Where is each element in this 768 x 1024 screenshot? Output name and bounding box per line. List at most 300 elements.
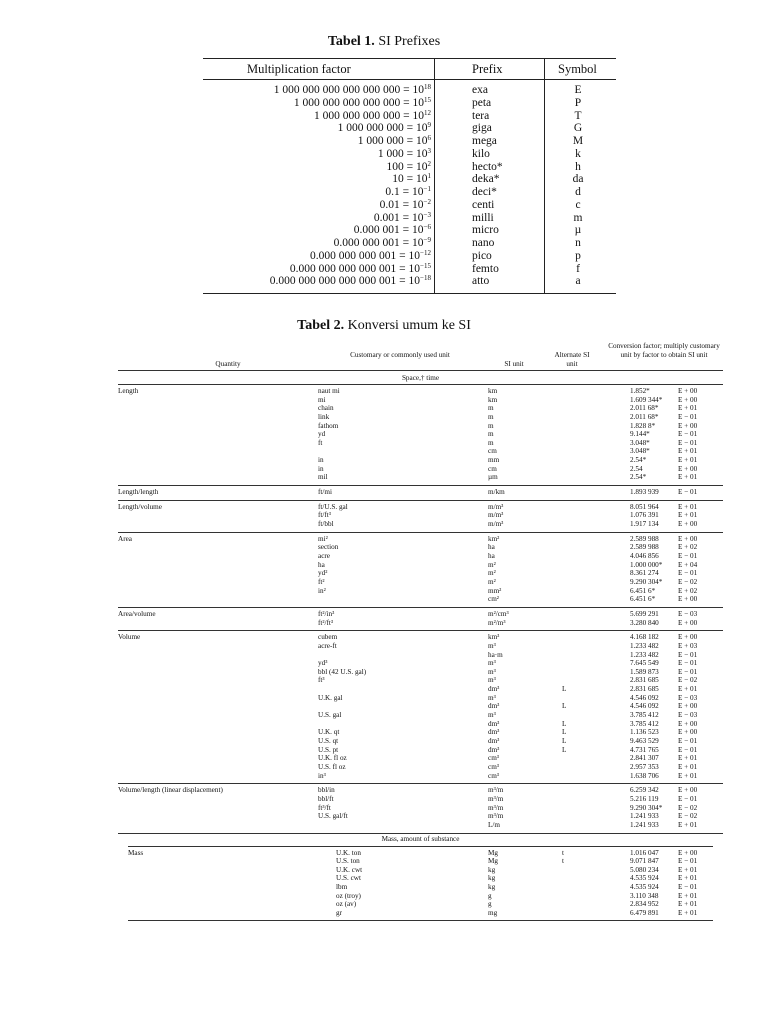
customary-unit: in [318, 464, 324, 473]
factor-base: 1 000 000 = 10 [357, 135, 428, 147]
table2-header-factor: Conversion factor; multiply customary unit by factor to obtain SI unit [608, 342, 720, 359]
table2-band-mass: Mass, amount of substance [381, 834, 460, 843]
conversion-factor: 1.828 8* [630, 421, 656, 430]
prefix-symbol: f [576, 262, 580, 275]
quantity-group [118, 535, 723, 604]
factor-base: 1 000 000 000 000 = 10 [314, 109, 424, 122]
factor-exponent: 9 [427, 121, 431, 130]
factor-exponent: −2 [423, 197, 431, 206]
conversion-row [118, 587, 723, 596]
table2-header-si: SI unit [504, 360, 524, 368]
conversion-exponent: E − 03 [678, 609, 698, 618]
customary-unit: cubem [318, 633, 338, 642]
conversion-exponent: E + 01 [678, 891, 698, 900]
conversion-factor: 1.233 482 [630, 641, 659, 650]
quantity-name: Area [118, 534, 132, 543]
si-unit: m/km [488, 488, 505, 497]
customary-unit: fathom [318, 421, 339, 430]
factor-base: 0.000 000 000 000 000 001 = 10 [269, 275, 421, 288]
conversion-row [118, 456, 723, 465]
conversion-exponent: E + 00 [678, 848, 698, 857]
prefix-row [203, 97, 616, 110]
customary-unit: ft/mi [318, 488, 332, 497]
si-unit: Mg [488, 848, 498, 857]
conversion-exponent: E − 02 [678, 812, 698, 821]
conversion-factor: 1.241 933 [630, 812, 659, 821]
conversion-exponent: E − 01 [678, 794, 698, 803]
prefix-name: centi [472, 198, 495, 211]
customary-unit: U.K. fl oz [318, 754, 347, 763]
conversion-exponent: E + 01 [678, 820, 698, 829]
alternate-si-unit: L [562, 685, 567, 694]
table1-header-symbol: Symbol [558, 62, 597, 76]
conversion-exponent: E + 01 [678, 502, 698, 511]
conversion-factor: 1.241 933 [630, 820, 659, 829]
prefix-name: giga [472, 122, 492, 135]
si-unit: L/m [488, 820, 500, 829]
si-unit: mg [488, 909, 498, 918]
customary-unit: U.S. pt [318, 745, 339, 754]
conversion-exponent: E + 01 [678, 762, 698, 771]
table2-header-customary: Customary or commonly used unit [350, 351, 450, 359]
conversion-factor: 6.479 891 [630, 909, 659, 918]
quantity-name: Length/length [118, 488, 159, 497]
prefix-name: deka* [472, 173, 500, 186]
table2-title-number: Tabel 2. [297, 318, 345, 333]
quantity-group [118, 610, 723, 627]
customary-unit: yd [318, 430, 326, 439]
customary-unit: U.S. cwt [336, 874, 361, 883]
conversion-exponent: E + 02 [678, 543, 698, 552]
prefix-row [203, 161, 616, 174]
si-unit: cm [488, 447, 497, 456]
conversion-factor: 4.546 092 [630, 693, 659, 702]
si-unit: km³ [488, 633, 500, 642]
table2-header-alternate: Alternate SI unit [554, 351, 590, 368]
mass-band-rule [128, 846, 713, 847]
customary-unit: ft² [318, 577, 325, 586]
conversion-factor: 5.080 234 [630, 865, 659, 874]
factor-base: 10 = 10 [392, 173, 428, 186]
conversion-exponent: E + 01 [678, 685, 698, 694]
prefix-symbol: m [573, 211, 583, 224]
conversion-exponent: E + 00 [678, 595, 698, 604]
conversion-row [118, 849, 723, 858]
conversion-row [118, 511, 723, 520]
customary-unit: oz (av) [336, 900, 357, 909]
quantity-name: Area/volume [118, 609, 156, 618]
conversion-row [118, 651, 723, 660]
conversion-row [118, 804, 723, 813]
table1-bottom-rule [203, 293, 616, 294]
customary-unit: gr [336, 909, 342, 918]
table2-band-space-time: Space,† time [401, 374, 440, 382]
conversion-factor: 3.110 348 [630, 891, 659, 900]
conversion-row [118, 503, 723, 512]
prefix-symbol: c [575, 198, 581, 211]
conversion-row [118, 668, 723, 677]
conversion-exponent: E + 00 [678, 618, 698, 627]
conversion-row [118, 552, 723, 561]
factor-exponent: 18 [424, 83, 431, 91]
conversion-factor: 2.54 [630, 464, 643, 473]
conversion-row [118, 642, 723, 651]
si-unit: cm³ [488, 762, 499, 771]
prefix-name: micro [472, 224, 499, 237]
conversion-row [118, 543, 723, 552]
table2-title-text: Konversi umum ke SI [347, 318, 471, 333]
customary-unit: mi² [318, 534, 328, 543]
conversion-exponent: E − 01 [678, 488, 698, 497]
prefix-row [203, 275, 616, 288]
conversion-factor: 3.785 412 [630, 711, 659, 720]
conversion-row [118, 569, 723, 578]
si-unit: m [488, 421, 494, 430]
conversion-row [118, 821, 723, 830]
si-unit: dm³ [488, 685, 500, 694]
quantity-group [118, 786, 723, 829]
prefix-row [203, 173, 616, 186]
si-unit: m³/m [488, 794, 504, 803]
group-separator-rule [118, 607, 723, 608]
conversion-exponent: E + 00 [678, 421, 698, 430]
customary-unit: yd³ [318, 659, 328, 668]
conversion-factor: 3.280 840 [630, 618, 659, 627]
conversion-row [118, 520, 723, 529]
multiplication-factor [378, 148, 431, 161]
conversion-exponent: E − 01 [678, 552, 698, 561]
prefix-row [203, 224, 616, 237]
quantity-group [118, 503, 723, 529]
si-unit: m² [488, 560, 496, 569]
table2-header-rule [118, 370, 723, 371]
conversion-factor: 2.831 685 [630, 676, 659, 685]
factor-base: 0.1 = 10 [385, 186, 424, 198]
prefix-symbol: d [575, 186, 581, 198]
si-unit: m³ [488, 659, 496, 668]
customary-unit: chain [318, 404, 334, 413]
customary-unit: in [318, 456, 324, 465]
prefix-name: exa [472, 84, 488, 96]
factor-exponent: −6 [423, 223, 431, 232]
si-unit: cm [488, 464, 497, 473]
si-unit: ha·m [488, 650, 503, 659]
si-unit: dm³ [488, 745, 500, 754]
conversion-exponent: E + 00 [678, 786, 698, 795]
customary-unit: ft/ft³ [318, 511, 331, 520]
si-unit: m³ [488, 693, 496, 702]
factor-exponent: 15 [424, 95, 431, 104]
factor-base: 0.000 000 000 000 001 = 10 [289, 262, 421, 275]
table1-title [0, 34, 768, 50]
conversion-row [118, 387, 723, 396]
conversion-factor: 1.016 047 [630, 848, 659, 857]
si-unit: kg [488, 874, 496, 883]
conversion-exponent: E + 02 [678, 586, 698, 595]
conversion-exponent: E + 01 [678, 865, 698, 874]
conversion-factor: 1.589 873 [630, 667, 659, 676]
conversion-factor: 1.893 939 [630, 488, 659, 497]
conversion-factor: 4.546 092 [630, 702, 659, 711]
group-separator-rule [118, 532, 723, 533]
conversion-exponent: E + 00 [678, 395, 698, 404]
factor-exponent: −15 [420, 261, 431, 270]
conversion-row [118, 812, 723, 821]
conversion-factor: 6.259 342 [630, 786, 659, 795]
conversion-row [118, 786, 723, 795]
conversion-exponent: E + 01 [678, 473, 698, 482]
si-unit: m³ [488, 676, 496, 685]
customary-unit: bbl/in [318, 786, 335, 795]
si-unit: ha [488, 552, 495, 561]
conversion-factor: 2.841 307 [630, 754, 659, 763]
prefix-name: peta [472, 96, 492, 109]
conversion-row [118, 772, 723, 781]
factor-base: 1 000 000 000 = 10 [337, 122, 428, 135]
table1-header-prefix: Prefix [472, 62, 503, 76]
conversion-row [118, 728, 723, 737]
multiplication-factor [274, 84, 431, 97]
conversion-row [118, 892, 723, 901]
factor-base: 0.000 000 001 = 10 [333, 237, 424, 249]
factor-base: 0.01 = 10 [379, 198, 424, 211]
conversion-exponent: E + 00 [678, 464, 698, 473]
customary-unit: ft [318, 438, 323, 447]
si-unit: cm² [488, 595, 499, 604]
si-unit: dm³ [488, 728, 500, 737]
prefix-symbol: h [575, 160, 581, 173]
conversion-exponent: E − 02 [678, 577, 698, 586]
prefix-row [203, 263, 616, 276]
conversion-row [118, 595, 723, 604]
conversion-factor: 4.535 924 [630, 874, 659, 883]
si-unit: ha [488, 543, 495, 552]
multiplication-factor [314, 110, 431, 123]
prefix-row [203, 135, 616, 148]
prefix-row [203, 250, 616, 263]
table1-rows [203, 84, 616, 288]
group-separator-rule [118, 783, 723, 784]
si-unit: m/m³ [488, 511, 504, 520]
multiplication-factor [294, 97, 431, 110]
customary-unit: U.K. gal [318, 693, 343, 702]
si-unit: kg [488, 883, 496, 892]
multiplication-factor [358, 135, 431, 148]
multiplication-factor [270, 275, 431, 288]
si-unit: kg [488, 865, 496, 874]
customary-unit: ft/bbl [318, 520, 334, 529]
conversion-factor: 3.048* [630, 438, 650, 447]
table2-header-quantity: Quantity [215, 360, 241, 368]
factor-base: 1 000 000 000 000 000 = 10 [293, 96, 424, 109]
conversion-exponent: E − 02 [678, 676, 698, 685]
prefix-row [203, 148, 616, 161]
conversion-exponent: E + 03 [678, 641, 698, 650]
conversion-exponent: E + 00 [678, 719, 698, 728]
customary-unit: oz (troy) [336, 891, 361, 900]
multiplication-factor [387, 161, 432, 174]
customary-unit: acre-ft [318, 641, 337, 650]
customary-unit: U.S. ton [336, 857, 360, 866]
conversion-factor: 3.785 412 [630, 719, 659, 728]
prefix-row [203, 212, 616, 225]
conversion-exponent: E + 01 [678, 754, 698, 763]
conversion-row [118, 396, 723, 405]
conversion-factor: 9.290 304* [630, 577, 663, 586]
prefix-name: mega [472, 135, 497, 147]
conversion-row [118, 619, 723, 628]
prefix-name: deci* [472, 186, 497, 198]
table2-title [0, 318, 768, 334]
conversion-exponent: E − 01 [678, 412, 698, 421]
conversion-exponent: E − 03 [678, 711, 698, 720]
si-unit: m [488, 412, 494, 421]
si-unit: g [488, 900, 492, 909]
prefix-row [203, 110, 616, 123]
si-unit: mm [488, 456, 500, 465]
si-unit: dm³ [488, 719, 500, 728]
conversion-row [118, 535, 723, 544]
conversion-row [118, 676, 723, 685]
multiplication-factor [354, 224, 431, 237]
conversion-factor: 7.645 549 [630, 659, 659, 668]
alternate-si-unit: L [562, 728, 567, 737]
si-unit: m²/m³ [488, 618, 506, 627]
si-unit: m³ [488, 641, 496, 650]
si-prefix-table [203, 58, 616, 294]
factor-base: 0.001 = 10 [373, 211, 424, 224]
si-unit: dm³ [488, 702, 500, 711]
conversion-exponent: E + 01 [678, 511, 698, 520]
si-unit: m/m³ [488, 520, 504, 529]
factor-base: 0.000 001 = 10 [353, 224, 424, 237]
conversion-factor: 2.589 988 [630, 543, 659, 552]
customary-unit: ha [318, 560, 325, 569]
conversion-row [118, 422, 723, 431]
conversion-factor: 1.233 482 [630, 650, 659, 659]
conversion-factor: 1.000 000* [630, 560, 663, 569]
conversion-factor: 5.699 291 [630, 609, 659, 618]
conversion-factor: 6.451 6* [630, 586, 656, 595]
prefix-symbol: k [575, 147, 581, 160]
table2-band-rule [118, 384, 723, 385]
conversion-exponent: E + 01 [678, 874, 698, 883]
customary-unit: ft³ [318, 676, 325, 685]
factor-exponent: 1 [427, 172, 431, 181]
conversion-exponent: E − 03 [678, 693, 698, 702]
prefix-name: nano [472, 237, 495, 249]
conversion-factor: 2.54* [630, 456, 647, 465]
prefix-symbol: T [574, 109, 582, 122]
conversion-exponent: E + 00 [678, 534, 698, 543]
conversion-exponent: E − 01 [678, 883, 698, 892]
si-unit: g [488, 891, 492, 900]
alternate-si-unit: L [562, 736, 567, 745]
si-unit: m³ [488, 667, 496, 676]
si-unit: m² [488, 569, 496, 578]
quantity-name: Length [118, 387, 139, 395]
table1-title-text: SI Prefixes [378, 34, 441, 49]
prefix-name: femto [472, 262, 499, 275]
conversion-factor: 1.136 523 [630, 728, 659, 737]
conversion-exponent: E − 01 [678, 430, 698, 439]
group-separator-rule [118, 833, 723, 834]
prefix-row [203, 237, 616, 250]
customary-unit: mi [318, 395, 326, 404]
prefix-symbol: E [574, 84, 582, 96]
alternate-si-unit: t [562, 857, 564, 866]
conversion-factor: 8.051 964 [630, 502, 659, 511]
si-unit: m²/cm³ [488, 609, 509, 618]
conversion-row [118, 578, 723, 587]
factor-base: 1 000 = 10 [377, 147, 428, 160]
conversion-factor: 9.071 847 [630, 857, 659, 866]
conversion-factor: 9.290 304* [630, 803, 663, 812]
conversion-row [118, 909, 723, 918]
conversion-factor: 4.731 765 [630, 745, 659, 754]
conversion-exponent: E + 00 [678, 633, 698, 642]
si-unit: m³/m [488, 812, 504, 821]
customary-unit: ft³/ft [318, 803, 331, 812]
conversion-factor: 2.011 68* [630, 404, 659, 413]
si-unit: m² [488, 577, 496, 586]
conversion-exponent: E − 01 [678, 745, 698, 754]
conversion-row [118, 685, 723, 694]
conversion-factor: 2.834 952 [630, 900, 659, 909]
table1-title-number: Tabel 1. [327, 34, 375, 49]
conversion-row [118, 694, 723, 703]
alternate-si-unit: L [562, 702, 567, 711]
table1-header-factor: Multiplication factor [247, 62, 351, 76]
factor-exponent: −9 [423, 236, 431, 244]
conversion-factor: 2.54* [630, 473, 647, 482]
factor-base: 100 = 10 [386, 160, 428, 173]
group-separator-rule [118, 485, 723, 486]
group-separator-rule [118, 500, 723, 501]
conversion-exponent: E − 01 [678, 650, 698, 659]
prefix-name: pico [472, 249, 492, 262]
conversion-row [118, 900, 723, 909]
si-unit: m/m³ [488, 502, 504, 511]
table2-group-mass [118, 849, 723, 918]
conversion-row [118, 447, 723, 456]
customary-unit: yd² [318, 569, 328, 578]
customary-unit: acre [318, 552, 330, 561]
conversion-factor: 1.917 134 [630, 520, 659, 529]
prefix-row [203, 122, 616, 135]
conversion-row [118, 711, 723, 720]
si-unit: km² [488, 534, 500, 543]
conversion-table [118, 340, 723, 918]
conversion-row [118, 488, 723, 497]
conversion-factor: 2.831 685 [630, 685, 659, 694]
conversion-exponent: E + 00 [678, 387, 698, 395]
si-unit: mm² [488, 586, 502, 595]
table1-top-rule [203, 58, 616, 59]
conversion-factor: 9.463 529 [630, 736, 659, 745]
alternate-si-unit: L [562, 745, 567, 754]
multiplication-factor [290, 263, 431, 276]
conversion-exponent: E + 01 [678, 771, 698, 780]
prefix-name: atto [472, 275, 490, 288]
conversion-exponent: E − 01 [678, 667, 698, 676]
conversion-row [118, 413, 723, 422]
customary-unit: section [318, 543, 339, 552]
quantity-name: Mass [128, 848, 144, 857]
prefix-symbol: n [575, 237, 581, 249]
quantity-name: Volume [118, 633, 141, 642]
factor-base: 0.000 000 000 001 = 10 [310, 249, 421, 262]
